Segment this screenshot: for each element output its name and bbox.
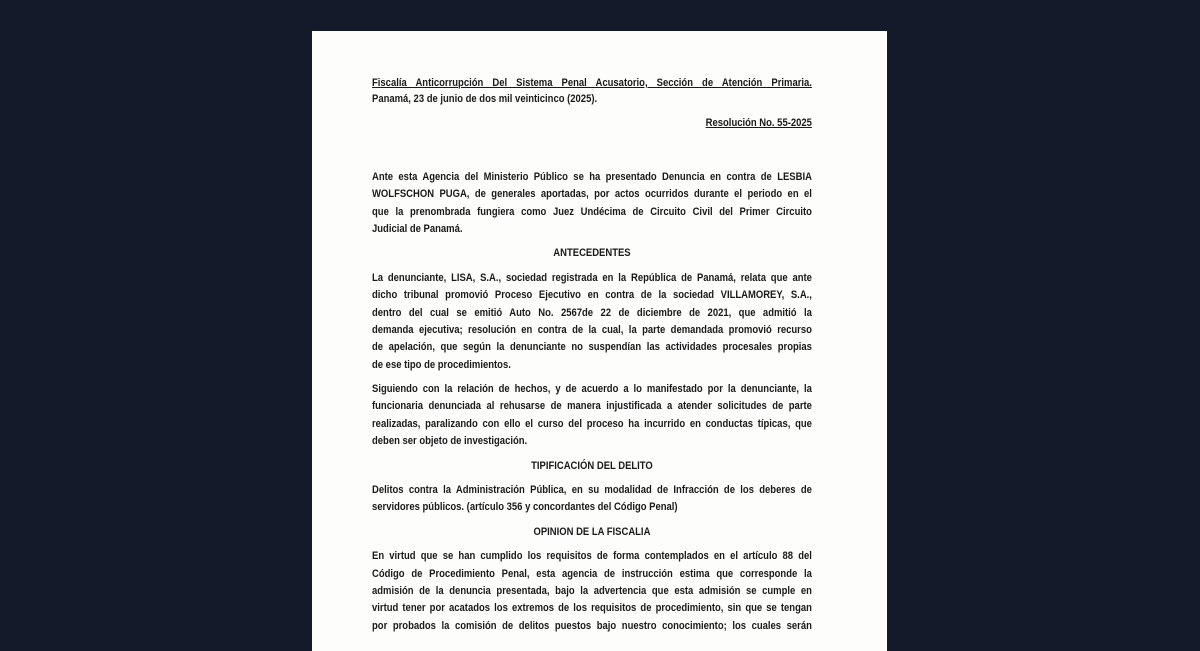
text-line: virtud tener por acatados los extremos de los requisitos de procedimiento, sin que se tengan [372, 602, 812, 615]
text-line: WOLFSCHON PUGA, de generales aportadas, por actos ocurridos durante el periodo en el [372, 188, 812, 201]
text-line: Judicial de Panamá. [372, 222, 463, 235]
opinion-paragraph [372, 548, 812, 635]
text-line: funcionaria denunciada al rehusarse de manera injustificada a atender solicitudes de parte [372, 400, 812, 413]
office-heading: Fiscalía Anticorrupción Del Sistema Penal Acusatorio, Sección de Atención Primaria. [372, 77, 812, 89]
text-line: realizadas, paralizando con ello el curso del proceso ha incurrido en conductas típicas, que [372, 417, 812, 430]
place-date: Panamá, 23 de junio de dos mil veinticinco (2025). [372, 93, 598, 106]
text-line: En virtud que se han cumplido los requisitos de forma contemplados en el artículo 88 del [372, 550, 812, 563]
text-line: que la prenombrada fungiera como Juez Undécima de Circuito Civil del Primer Circuito [372, 205, 812, 218]
resolution-number: Resolución No. 55-2025 [705, 117, 812, 130]
text-line: dicho tribunal promovió Proceso Ejecutivo en contra de la sociedad VILLAMOREY, S.A., [372, 289, 812, 302]
antecedentes-paragraph-1 [372, 270, 812, 374]
document-page [312, 31, 887, 651]
text-line: dentro del cual se emitió Auto No. 2567de 22 de diciembre de 2021, que admitió la [372, 306, 812, 319]
tipificacion-paragraph [372, 482, 812, 517]
text-line: Ante esta Agencia del Ministerio Público se ha presentado Denuncia en contra de LESBIA [372, 170, 812, 183]
text-line: Código de Procedimiento Penal, esta agencia de instrucción estima que corresponde la [372, 567, 812, 580]
section-heading-antecedentes: ANTECEDENTES [553, 247, 631, 260]
section-heading-tipificacion: TIPIFICACIÓN DEL DELITO [531, 459, 653, 472]
antecedentes-paragraph-2 [372, 381, 812, 451]
text-line: Siguiendo con la relación de hechos, y de acuerdo a lo manifestado por la denunciante, la [372, 383, 812, 396]
text-line: servidores públicos. (artículo 356 y concordantes del Código Penal) [372, 501, 678, 514]
text-line: de ese tipo de procedimientos. [372, 358, 511, 371]
text-line: admisión de la denuncia presentada, bajo la advertencia que esta admisión se cumple en [372, 584, 812, 597]
text-line: de apelación, que según la denunciante no suspendían las actividades procesales propias [372, 341, 812, 354]
section-heading-opinion: OPINION DE LA FISCALIA [533, 525, 651, 538]
text-line: demanda ejecutiva; resolución en contra de la cual, la parte demandada promovió recurso [372, 323, 812, 336]
text-line: Delitos contra la Administración Pública, en su modalidad de Infracción de los deberes de [372, 484, 812, 497]
document-body [372, 75, 812, 635]
text-line: por probados la comisión de delitos puestos bajo nuestro conocimiento; los cuales serán [372, 619, 812, 632]
text-line: La denunciante, LISA, S.A., sociedad registrada en la República de Panamá, relata que ante [372, 271, 812, 284]
intro-paragraph [372, 169, 812, 239]
text-line: deben ser objeto de investigación. [372, 435, 528, 448]
